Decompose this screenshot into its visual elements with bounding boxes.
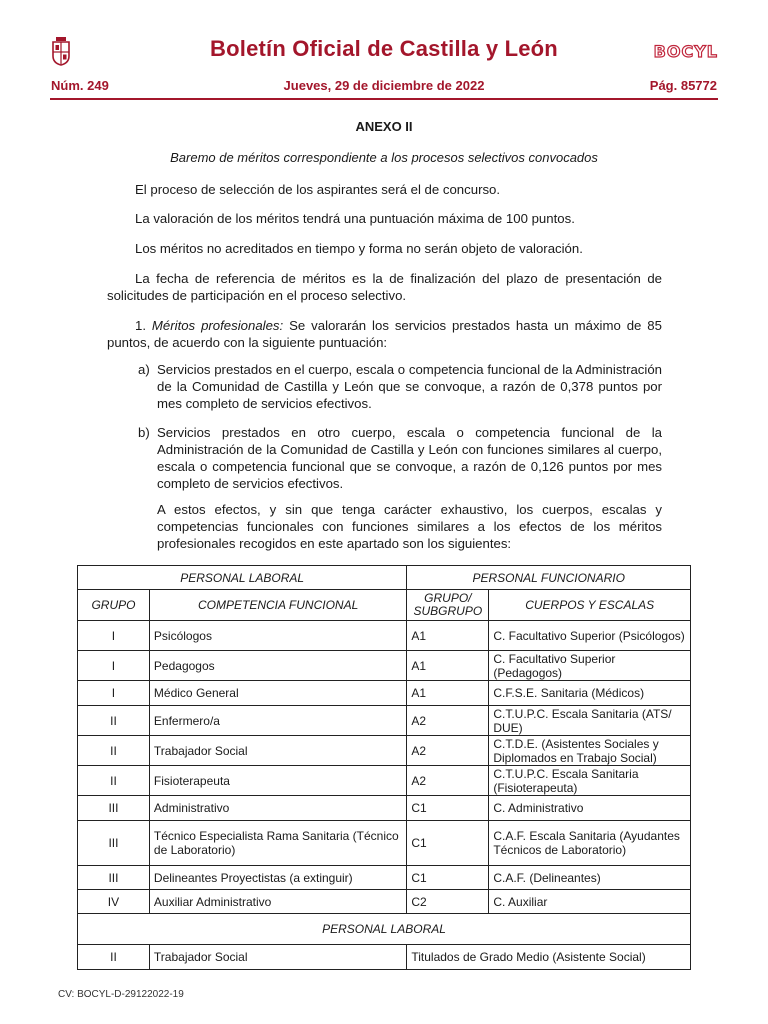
table-column-header: [78, 590, 691, 621]
cell-cuerpos: C.T.D.E. (Asistentes Sociales y Diplomados en Trabajo Social): [489, 736, 691, 766]
merit-text: Se valorarán los servicios prestados hasta un máximo de 85 puntos, de acuerdo con la siguiente puntuación:: [107, 318, 662, 350]
bulletin-title: Boletín Oficial de Castilla y León: [210, 36, 558, 61]
issue-number: Núm. 249: [51, 78, 109, 93]
similar-functions-text: A estos efectos, y sin que tenga carácter exhaustivo, los cuerpos, escalas y competencias funcionales con funciones similares a los efectos de los méritos profesionales recogidos en este apartado son los siguientes:: [157, 502, 662, 551]
header-personal-funcionario: PERSONAL FUNCIONARIO: [407, 566, 691, 590]
header-subgrupo: GRUPO/ SUBGRUPO: [407, 590, 489, 621]
cell-competencia: Trabajador Social: [149, 736, 406, 766]
table-row: [78, 866, 691, 890]
cell-cuerpos: C.F.S.E. Sanitaria (Médicos): [489, 681, 691, 706]
list-item-b: [138, 424, 662, 492]
item-a-text: Servicios prestados en el cuerpo, escala o competencia funcional de la Administración de la Comunidad de Castilla y León que se convoque, a razón de 0,378 puntos por mes completo de servicios efectivos.: [157, 362, 662, 411]
cell-cuerpos: C. Auxiliar: [489, 890, 691, 914]
cell-competencia: Médico General: [149, 681, 406, 706]
table-row: [78, 796, 691, 821]
table-row: [78, 945, 691, 970]
cell-competencia: Enfermero/a: [149, 706, 406, 736]
table-row: [78, 766, 691, 796]
cell-subgrupo: A1: [407, 651, 489, 681]
item-a-label: a): [138, 362, 150, 377]
cell-competencia: Auxiliar Administrativo: [149, 890, 406, 914]
cell-subgrupo: C1: [407, 821, 489, 866]
cell-competencia: Delineantes Proyectistas (a extinguir): [149, 866, 406, 890]
cell-competencia: Técnico Especialista Rama Sanitaria (Técnico de Laboratorio): [149, 821, 406, 866]
cell-grupo: I: [78, 681, 150, 706]
cell-grupo: IV: [78, 890, 150, 914]
item-b-label: b): [138, 425, 150, 440]
header-personal-laboral: PERSONAL LABORAL: [78, 566, 407, 590]
table-row: [78, 651, 691, 681]
cell-competencia: Psicólogos: [149, 621, 406, 651]
cell-cuerpos: C.A.F. (Delineantes): [489, 866, 691, 890]
list-item-a: [138, 361, 662, 412]
cell-subgrupo: C1: [407, 796, 489, 821]
table-group-header: [78, 566, 691, 590]
paragraph-not-accredited: Los méritos no acreditados en tiempo y forma no serán objeto de valoración.: [135, 241, 583, 256]
cell-cuerpos: C.A.F. Escala Sanitaria (Ayudantes Técnicos de Laboratorio): [489, 821, 691, 866]
cell-grupo: III: [78, 866, 150, 890]
issue-date: Jueves, 29 de diciembre de 2022: [283, 78, 485, 93]
merit-heading: Méritos profesionales:: [151, 318, 284, 333]
cell-subgrupo: A1: [407, 621, 489, 651]
paragraph-professional-merits: [107, 317, 662, 351]
annex-title: ANEXO II: [355, 119, 413, 134]
paragraph-max-score: La valoración de los méritos tendrá una puntuación máxima de 100 puntos.: [135, 211, 575, 226]
cell-grupo: I: [78, 651, 150, 681]
table-row: [78, 736, 691, 766]
cell-cuerpos: C. Facultativo Superior (Psicólogos): [489, 621, 691, 651]
cell-subgrupo: A2: [407, 736, 489, 766]
paragraph-procedure: El proceso de selección de los aspirantes será el de concurso.: [135, 182, 501, 197]
cell-grupo: II: [78, 706, 150, 736]
cell-competencia: Trabajador Social: [149, 945, 406, 970]
cell-subgrupo: C2: [407, 890, 489, 914]
item-b-text: Servicios prestados en otro cuerpo, escala o competencia funcional de la Administración de la Comunidad de Castilla y León con funciones similares al cuerpo, escala o competencia funcional que se convoque, a razón de 0,126 puntos por mes completo de servicios efectivos.: [157, 425, 662, 491]
page-number: Pág. 85772: [649, 78, 717, 93]
merit-number: 1.: [135, 318, 146, 333]
cell-grupo: II: [78, 945, 150, 970]
bocyl-logo: BOCYL: [653, 42, 718, 61]
cell-titulados: Titulados de Grado Medio (Asistente Social): [407, 945, 691, 970]
cell-subgrupo: C1: [407, 866, 489, 890]
cell-cuerpos: C. Facultativo Superior (Pedagogos): [489, 651, 691, 681]
paragraph-reference-date: La fecha de referencia de méritos es la de finalización del plazo de presentación de solicitudes de participación en el proceso selectivo.: [107, 271, 662, 303]
table-row: [78, 890, 691, 914]
cell-grupo: III: [78, 821, 150, 866]
header-cuerpos: CUERPOS Y ESCALAS: [489, 590, 691, 621]
cell-cuerpos: C.T.U.P.C. Escala Sanitaria (ATS/ DUE): [489, 706, 691, 736]
cell-subgrupo: A2: [407, 766, 489, 796]
cell-competencia: Fisioterapeuta: [149, 766, 406, 796]
table-section-row: [78, 914, 691, 945]
annex-subtitle: Baremo de méritos correspondiente a los procesos selectivos convocados: [170, 150, 598, 165]
cell-grupo: III: [78, 796, 150, 821]
section-personal-laboral: PERSONAL LABORAL: [78, 914, 691, 945]
cell-cuerpos: C. Administrativo: [489, 796, 691, 821]
table-row: [78, 681, 691, 706]
cell-cuerpos: C.T.U.P.C. Escala Sanitaria (Fisioterapeuta): [489, 766, 691, 796]
cell-grupo: II: [78, 766, 150, 796]
paragraph-similar-functions: [138, 501, 662, 552]
cell-competencia: Administrativo: [149, 796, 406, 821]
cell-subgrupo: A1: [407, 681, 489, 706]
merits-table: [77, 565, 691, 970]
header-rule: [50, 98, 718, 100]
header-competencia: COMPETENCIA FUNCIONAL: [149, 590, 406, 621]
table-row: [78, 821, 691, 866]
table-row: [78, 706, 691, 736]
cell-grupo: I: [78, 621, 150, 651]
document-cv-code: CV: BOCYL-D-29122022-19: [58, 989, 184, 1000]
cell-grupo: II: [78, 736, 150, 766]
header-grupo: GRUPO: [78, 590, 150, 621]
table-row: [78, 621, 691, 651]
cell-subgrupo: A2: [407, 706, 489, 736]
cell-competencia: Pedagogos: [149, 651, 406, 681]
